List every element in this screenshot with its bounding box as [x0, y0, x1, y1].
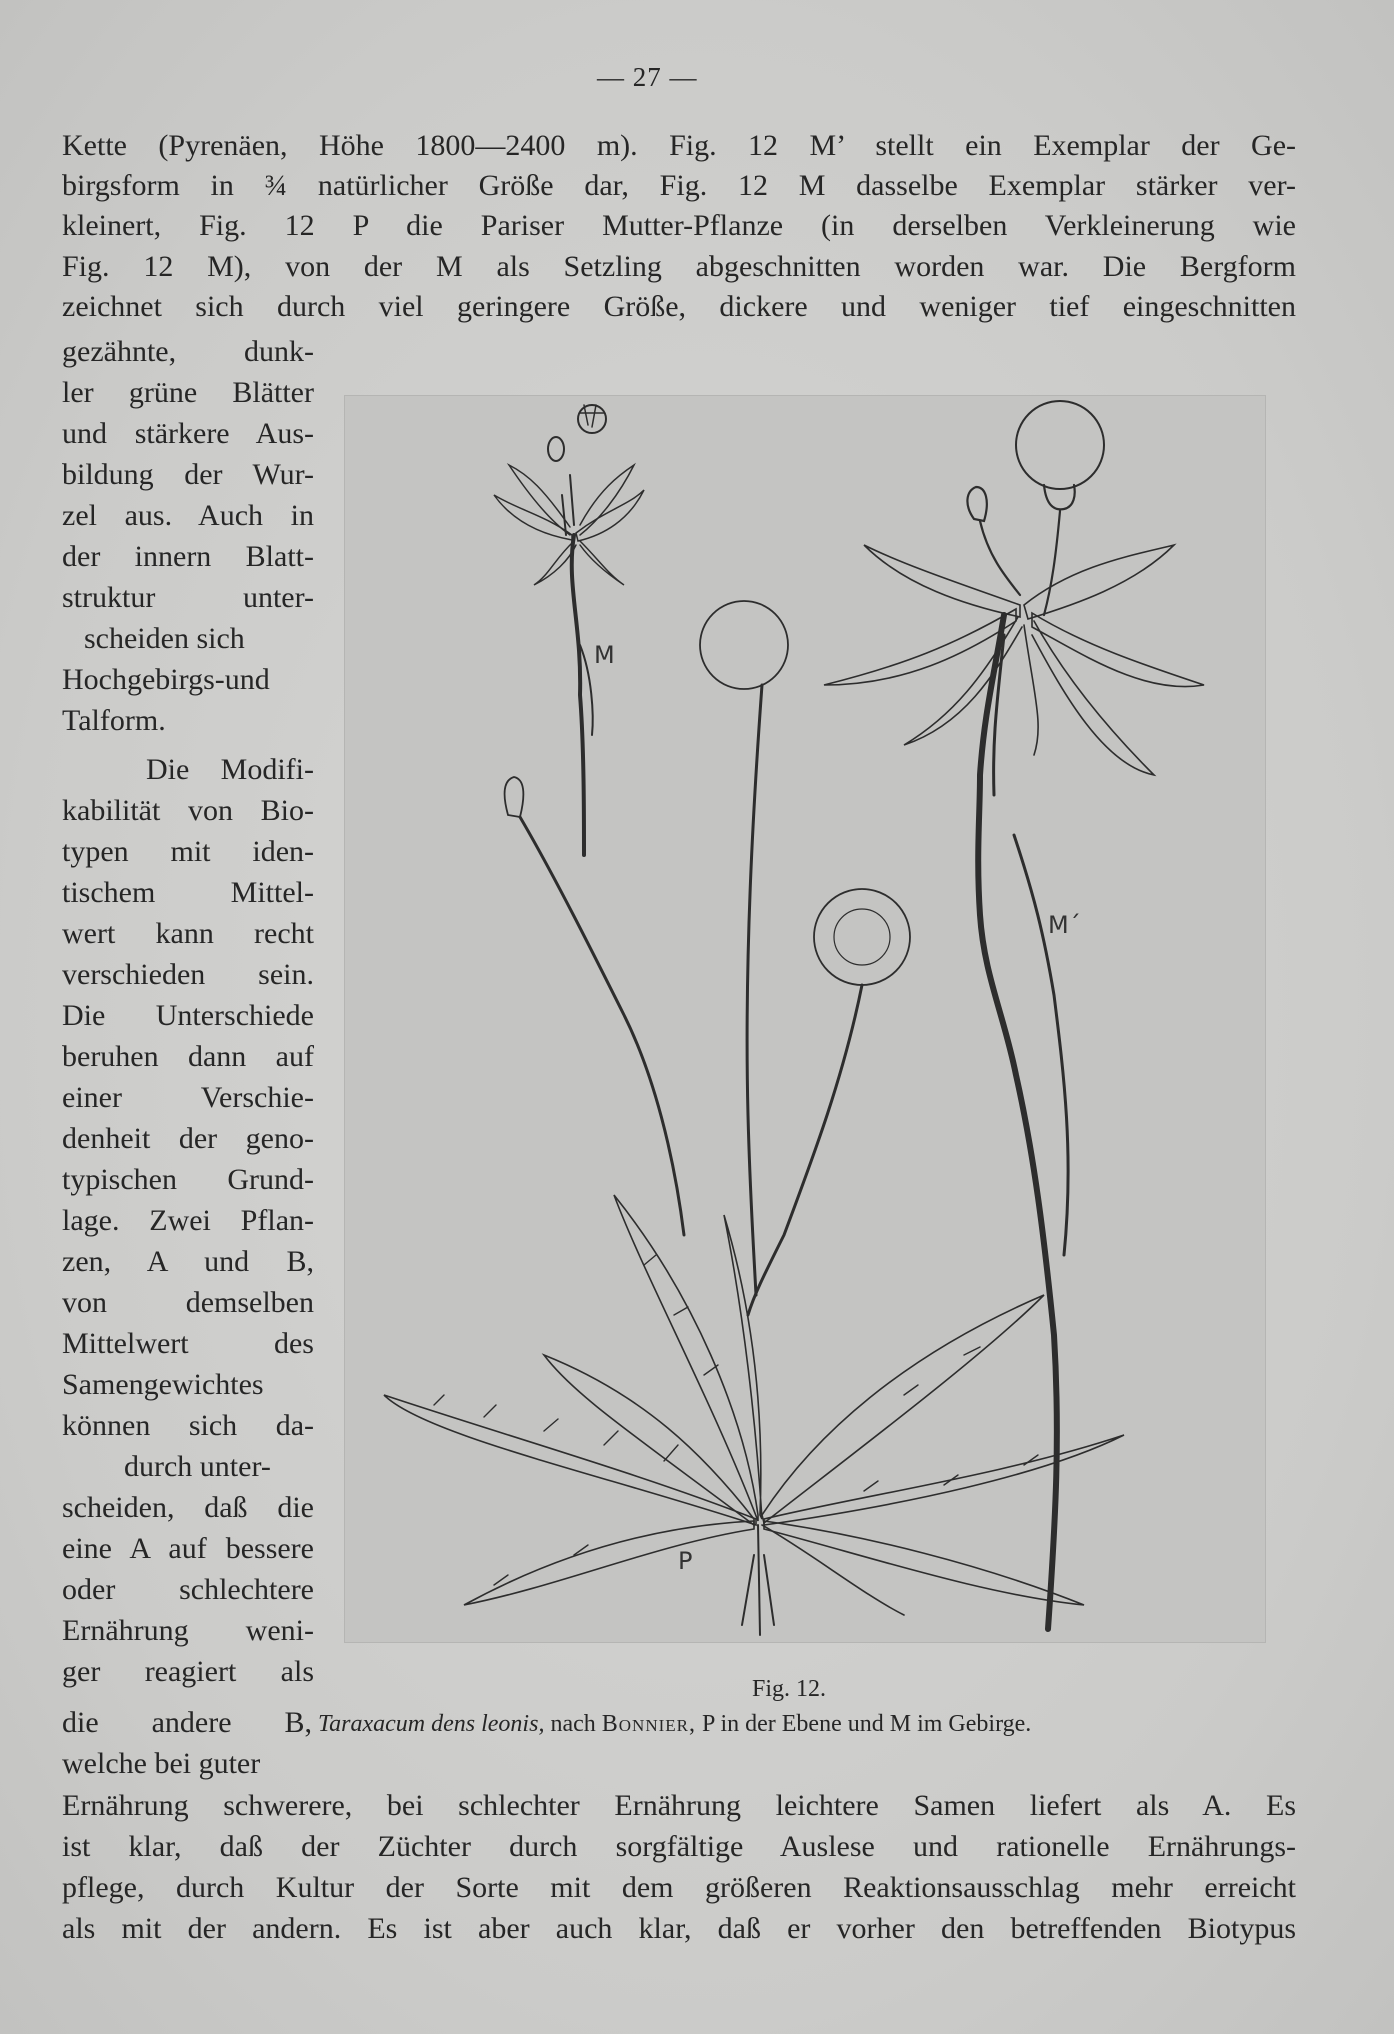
body-line: Ernährung schwerere, bei schlechter Ernährung leichtere Samen liefert als A. Es [62, 1789, 1296, 1822]
side-line: welche bei guter [62, 1747, 261, 1780]
caption-rest: P in der Ebene und M im Gebirge. [702, 1711, 1032, 1737]
plant-m [494, 405, 644, 855]
body-line: zeichnet sich durch viel geringere Größe, dickere und weniger tief eingeschnitten [62, 290, 1296, 323]
side-line: scheiden, daß die [62, 1491, 314, 1524]
side-line: können sich da- [62, 1409, 314, 1442]
side-line: Ernährung weni- [62, 1614, 314, 1647]
caption-nach: nach [550, 1711, 596, 1737]
side-line: Talform. [62, 704, 166, 737]
side-line: ger reagiert als [62, 1655, 314, 1688]
side-line: oder schlechtere [62, 1573, 314, 1606]
side-line: Mittelwert des [62, 1327, 314, 1360]
side-line: die andere B, [62, 1706, 312, 1739]
side-line: von demselben [62, 1286, 314, 1319]
side-line: typischen Grund- [62, 1163, 314, 1196]
side-line: wert kann recht [62, 917, 314, 950]
body-line: Fig. 12 M), von der M als Setzling abgeschnitten worden war. Die Bergform [62, 250, 1296, 283]
body-line: ist klar, daß der Züchter durch sorgfältige Auslese und rationelle Ernährungs- [62, 1830, 1296, 1863]
figure-label-m: M [594, 641, 615, 669]
body-line: Kette (Pyrenäen, Höhe 1800—2400 m). Fig. 12 M’ stellt ein Exemplar der Ge- [62, 129, 1296, 162]
side-line: verschieden sein. [62, 958, 314, 991]
caption-species: Taraxacum dens leonis, [318, 1711, 545, 1737]
side-line: ler grüne Blätter [62, 376, 314, 409]
figure-dandelion-illustration [344, 395, 1266, 1643]
side-line: denheit der geno- [62, 1122, 314, 1155]
side-line: durch unter- [124, 1450, 271, 1483]
figure-label-m-prime: M´ [1048, 911, 1081, 939]
plant-m-prime [824, 401, 1204, 1629]
side-line: zel aus. Auch in [62, 499, 314, 532]
side-line: Die Unterschiede [62, 999, 314, 1032]
side-line: einer Verschie- [62, 1081, 314, 1114]
body-line: pflege, durch Kultur der Sorte mit dem größeren Reaktionsausschlag mehr erreicht [62, 1871, 1296, 1904]
side-line: kabilität von Bio- [62, 794, 314, 827]
side-line: und stärkere Aus- [62, 417, 314, 450]
side-line: Samengewichtes [62, 1368, 264, 1401]
side-line: eine A auf bessere [62, 1532, 314, 1565]
side-line: struktur unter- [62, 581, 314, 614]
side-line: beruhen dann auf [62, 1040, 314, 1073]
figure-caption [318, 1711, 1278, 1738]
plant-p [384, 601, 1124, 1635]
side-line: tischem Mittel- [62, 876, 314, 909]
side-line: bildung der Wur- [62, 458, 314, 491]
body-line: als mit der andern. Es ist aber auch klar, daß er vorher den betreffenden Biotypus [62, 1912, 1296, 1945]
side-line: lage. Zwei Pflan- [62, 1204, 314, 1237]
side-line: zen, A und B, [62, 1245, 314, 1278]
page-number: — 27 — [597, 62, 698, 92]
dandelion-drawing [344, 395, 1266, 1643]
body-line: birgsform in ¾ natürlicher Größe dar, Fig. 12 M dasselbe Exemplar stärker ver- [62, 169, 1296, 202]
side-line: Hochgebirgs-und [62, 663, 270, 696]
side-line: der innern Blatt- [62, 540, 314, 573]
caption-author: Bonnier, [601, 1711, 696, 1737]
figure-caption-title: Fig. 12. [752, 1676, 827, 1702]
side-line: scheiden sich [84, 622, 245, 655]
side-line: typen mit iden- [62, 835, 314, 868]
side-line: gezähnte, dunk- [62, 335, 314, 368]
side-line: Die Modifi- [146, 753, 314, 786]
body-line: kleinert, Fig. 12 P die Pariser Mutter-Pflanze (in derselben Verkleinerung wie [62, 209, 1296, 242]
figure-label-p: P [678, 1547, 693, 1575]
